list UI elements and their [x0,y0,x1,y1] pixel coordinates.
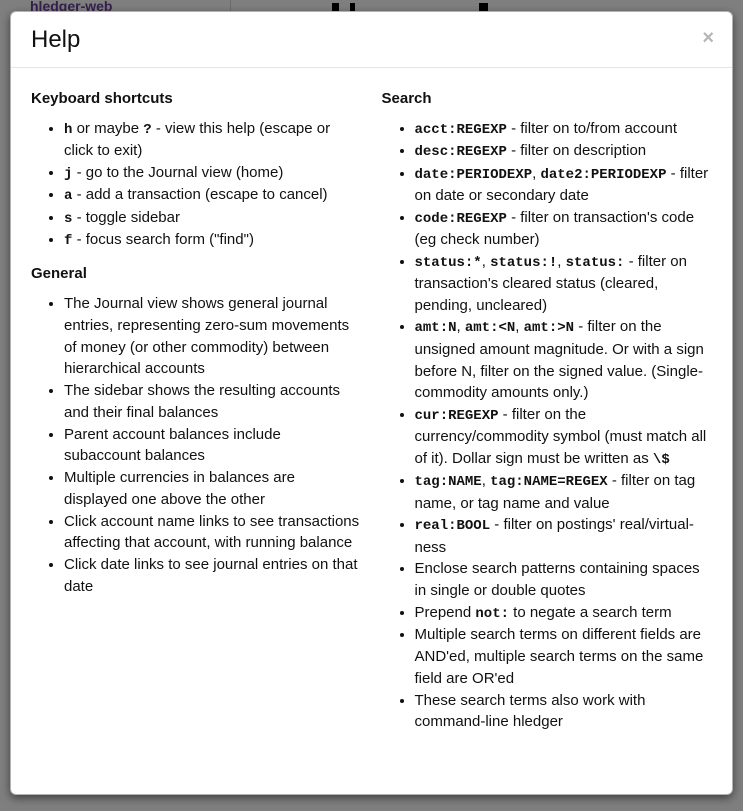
list-item: • s - toggle sidebar [64,207,362,229]
list-item: • code:REGEXP - filter on transaction's code (eg check number) [415,207,713,251]
help-modal [10,11,733,795]
list-item: • Prepend not: to negate a search term [415,602,713,624]
code-term: j [64,166,73,183]
code-term: \$ [652,452,670,469]
code-term: status:! [490,254,558,271]
section-list [31,293,362,598]
code-term: date:PERIODEXP [414,166,533,183]
list-item: • j - go to the Journal view (home) [64,162,362,184]
list-item: • a - add a transaction (escape to cancel) [64,184,362,206]
section-heading: General [31,265,87,283]
code-term: status: [565,254,625,271]
code-term: a [64,188,73,205]
list-item: • h or maybe ? - view this help (escape or click to exit) [64,118,362,162]
code-term: cur:REGEXP [414,408,499,425]
code-term: ? [143,122,152,138]
list-item: • The sidebar shows the resulting accounts and their final balances [64,380,362,424]
code-term: amt:<N [464,320,516,337]
code-term: real:BOOL [414,518,491,535]
modal-header [11,12,732,68]
list-item: • tag:NAME, tag:NAME=REGEX - filter on tag name, or tag name and value [415,470,713,514]
close-icon[interactable]: × [702,27,714,49]
code-term: tag:NAME [414,474,482,491]
list-item: • cur:REGEXP - filter on the currency/commodity symbol (must match all of it). Dollar sign must be written as \$ [415,404,713,470]
list-item: • The Journal view shows general journal entries, representing zero-sum movements of money (or other commodity) between hierarchical accounts [64,293,362,380]
section-list [31,118,362,251]
code-term: status:* [414,254,482,271]
code-term: desc:REGEXP [414,144,507,161]
modal-body [11,68,732,761]
list-item: • Enclose search patterns containing spaces in single or double quotes [415,558,713,602]
list-item: • Click account name links to see transactions affecting that account, with running balance [64,511,362,555]
list-item: • Click date links to see journal entries on that date [64,554,362,598]
section-heading: Search [381,90,432,107]
list-item: • acct:REGEXP - filter on to/from account [415,118,713,140]
code-term: acct:REGEXP [414,122,507,138]
list-item: • amt:N, amt:<N, amt:>N - filter on the unsigned amount magnitude. Or with a sign before N, filter on the signed value. (Single-commodity amounts only.) [415,316,713,404]
list-item: • Parent account balances include subaccount balances [64,424,362,468]
list-item: • These search terms also work with command-line hledger [415,690,713,734]
list-item: • desc:REGEXP - filter on description [415,140,713,162]
code-term: h [64,122,73,138]
code-term: not: [475,605,509,622]
section-heading: Keyboard shortcuts [31,90,173,107]
list-item: • f - focus search form ("find") [64,229,362,251]
code-term: amt:>N [523,320,575,337]
list-item: • real:BOOL - filter on postings' real/virtual-ness [415,514,713,558]
code-term: code:REGEXP [414,210,507,227]
code-term: tag:NAME=REGEX [490,474,608,491]
code-term: date2:PERIODEXP [540,166,667,183]
column-left [31,76,362,741]
code-term: amt:N [414,320,457,337]
code-term: s [64,210,73,227]
list-item: • date:PERIODEXP, date2:PERIODEXP - filter on date or secondary date [415,163,713,207]
modal-title: Help [31,26,81,53]
list-item: • Multiple search terms on different fields are AND'ed, multiple search terms on the same field are OR'ed [415,624,713,689]
list-item: • Multiple currencies in balances are displayed one above the other [64,467,362,511]
column-right [382,76,713,741]
code-term: f [64,232,73,249]
section-list [382,118,713,733]
list-item: • status:*, status:!, status: - filter on transaction's cleared status (cleared, pending, uncleared) [415,251,713,317]
